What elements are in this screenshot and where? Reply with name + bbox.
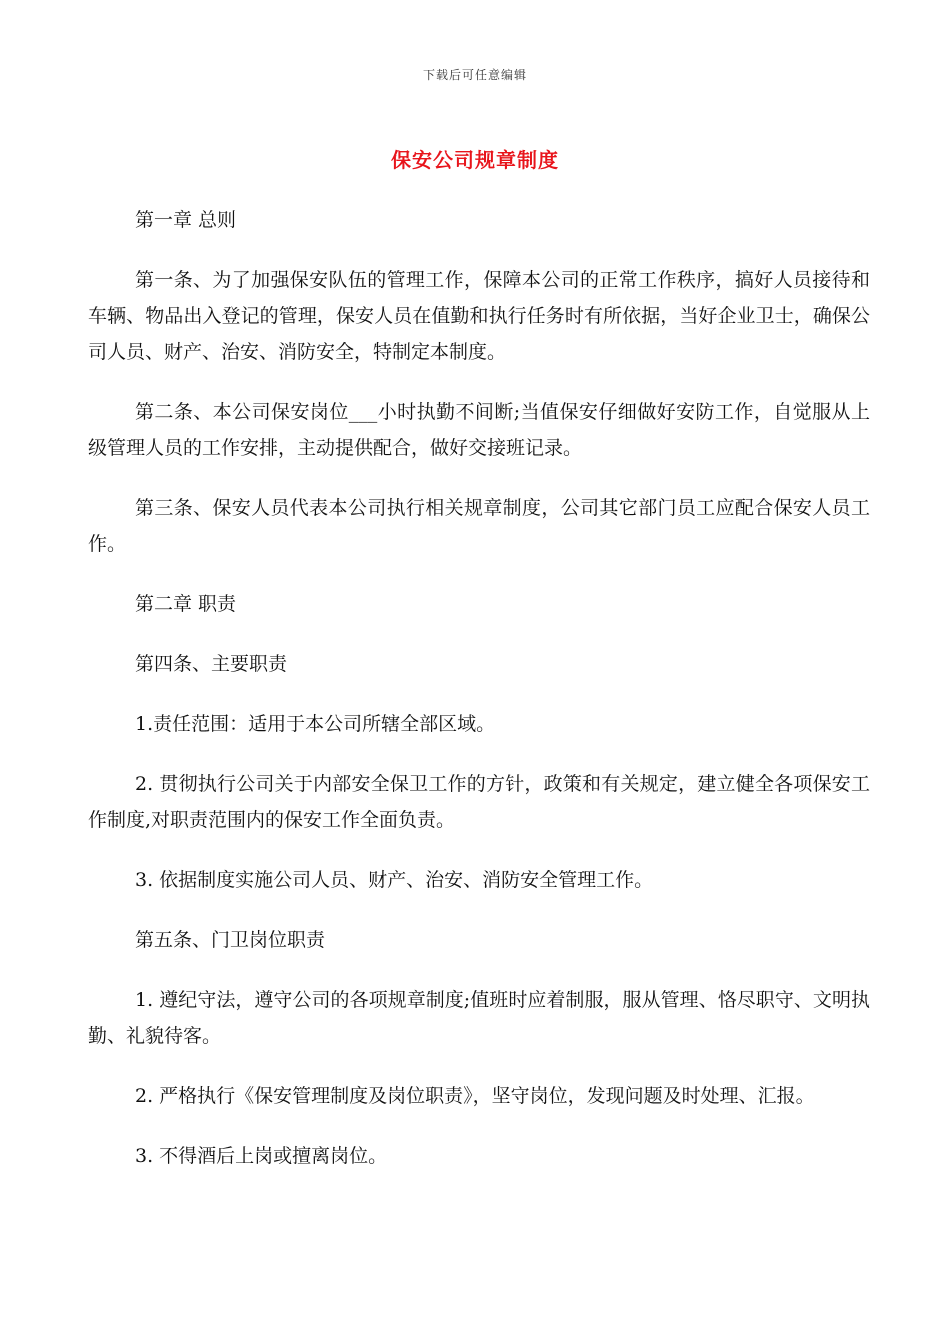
article-paragraph: 第二条、本公司保安岗位___小时执勤不间断;当值保安仔细做好安防工作，自觉服从上级管理人员的工作安排，主动提供配合，做好交接班记录。	[88, 401, 870, 459]
header-note: 下载后可任意编辑	[422, 68, 527, 82]
article-paragraph: 第一条、为了加强保安队伍的管理工作，保障本公司的正常工作秩序，搞好人员接待和车辆、物品出入登记的管理，保安人员在值勤和执行任务时有所依据，当好企业卫士，确保公司人员、财产、治安、消防安全，特制定本制度。	[88, 269, 870, 363]
document-title: 保安公司规章制度	[391, 148, 559, 172]
chapter-heading: 第一章 总则	[135, 209, 237, 231]
chapter-heading: 第二章 职责	[135, 593, 237, 615]
list-item: 1. 遵纪守法，遵守公司的各项规章制度;值班时应着制服，服从管理、恪尽职守、文明执勤、礼貌待客。	[88, 989, 870, 1047]
list-item: 3. 依据制度实施公司人员、财产、治安、消防安全管理工作。	[135, 869, 654, 891]
list-item: 2. 贯彻执行公司关于内部安全保卫工作的方针，政策和有关规定，建立健全各项保安工作制度,对职责范围内的保安工作全面负责。	[88, 773, 870, 831]
list-item: 2. 严格执行《保安管理制度及岗位职责》，坚守岗位，发现问题及时处理、汇报。	[135, 1085, 815, 1107]
list-item: 1.责任范围：适用于本公司所辖全部区域。	[135, 713, 496, 735]
article-heading: 第四条、主要职责	[135, 653, 288, 675]
article-paragraph: 第三条、保安人员代表本公司执行相关规章制度，公司其它部门员工应配合保安人员工作。	[88, 497, 870, 555]
article-heading: 第五条、门卫岗位职责	[135, 929, 326, 951]
document-body	[88, 202, 870, 1198]
list-item: 3. 不得酒后上岗或擅离岗位。	[135, 1145, 388, 1167]
